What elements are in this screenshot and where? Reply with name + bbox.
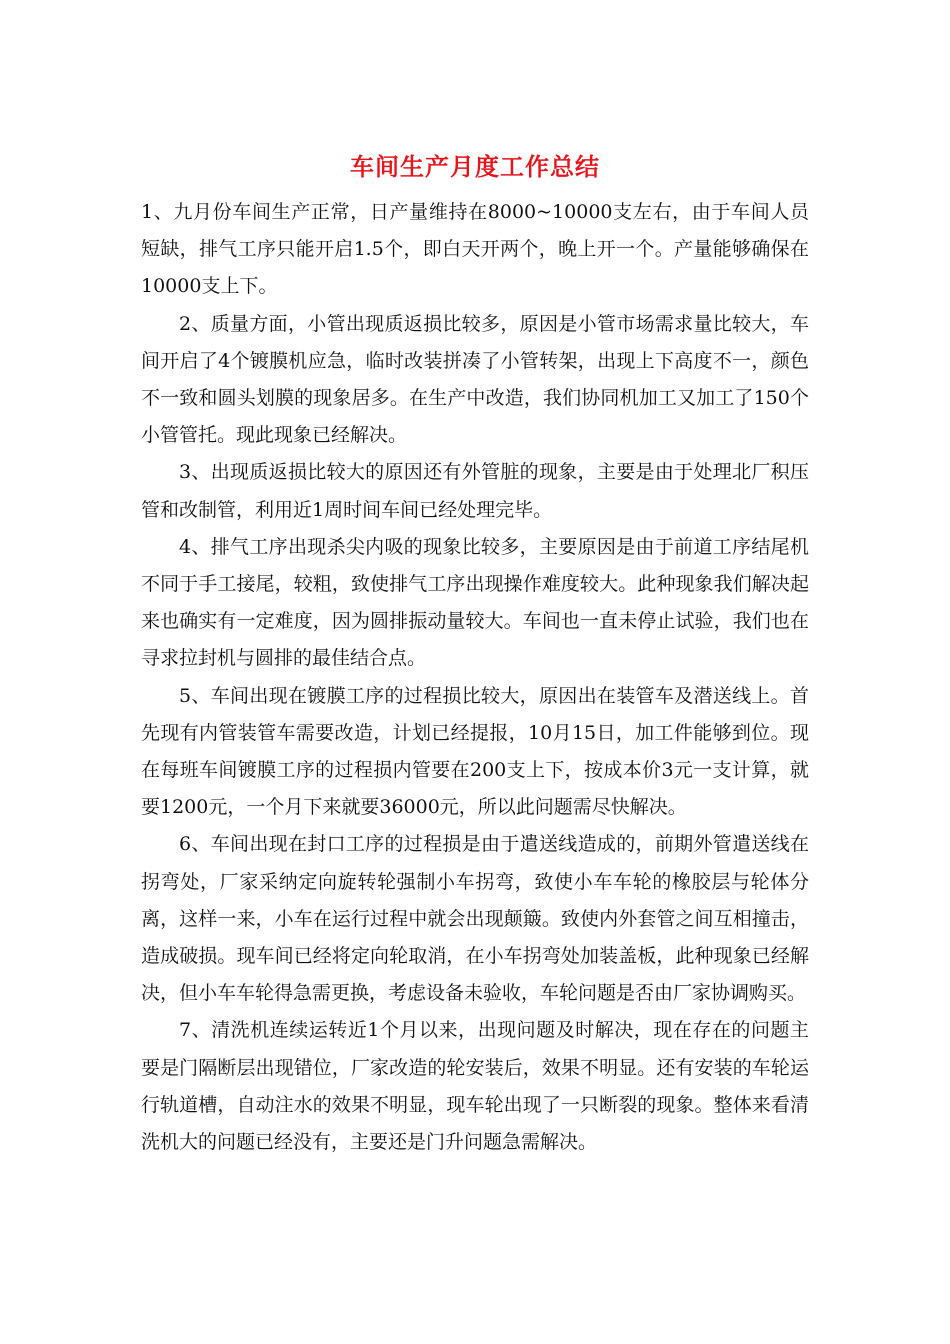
- paragraph-1: 1、九月份车间生产正常，日产量维持在8000~10000支左右，由于车间人员短缺，排气工序只能开启1.5个，即白天开两个，晚上开一个。产量能够确保在10000支上下。: [141, 201, 809, 298]
- paragraph-5: 5、车间出现在镀膜工序的过程损比较大，原因出在装管车及潜送线上。首先现有内管装管车需要改造，计划已经提报，10月15日，加工件能够到位。现在每班车间镀膜工序的过程损内管要在200支上下，按成本价3元一支计算，就要1200元，一个月下来就要36000元，所以此问题需尽快解决。: [141, 684, 809, 819]
- document-title: 车间生产月度工作总结: [350, 152, 600, 181]
- document-body: [141, 194, 809, 1161]
- paragraph-3: 3、出现质返损比较大的原因还有外管脏的现象，主要是由于处理北厂积压管和改制管，利用近1周时间车间已经处理完毕。: [141, 461, 809, 521]
- paragraph-7: 7、清洗机连续运转近1个月以来，出现问题及时解决，现在存在的问题主要是门隔断层出现错位，厂家改造的轮安装后，效果不明显。还有安装的车轮运行轨道槽，自动注水的效果不明显，现车轮出现了一只断裂的现象。整体来看清洗机大的问题已经没有，主要还是门升问题急需解决。: [141, 1019, 809, 1154]
- paragraph-4: 4、排气工序出现杀尖内吸的现象比较多，主要原因是由于前道工序结尾机不同于手工接尾，较粗，致使排气工序出现操作难度较大。此种现象我们解决起来也确实有一定难度，因为圆排振动量较大。车间也一直未停止试验，我们也在寻求拉封机与圆排的最佳结合点。: [141, 535, 809, 670]
- paragraph-2: 2、质量方面，小管出现质返损比较多，原因是小管市场需求量比较大，车间开启了4个镀膜机应急，临时改装拼凑了小管转架，出现上下高度不一，颜色不一致和圆头划膜的现象居多。在生产中改造，我们协同机加工又加工了150个小管管托。现此现象已经解决。: [141, 312, 809, 447]
- paragraph-6: 6、车间出现在封口工序的过程损是由于遣送线造成的，前期外管遣送线在拐弯处，厂家采纳定向旋转轮强制小车拐弯，致使小车车轮的橡胶层与轮体分离，这样一来，小车在运行过程中就会出现颠簸。致使内外套管之间互相撞击，造成破损。现车间已经将定向轮取消，在小车拐弯处加装盖板，此种现象已经解决，但小车车轮得急需更换，考虑设备未验收，车轮问题是否由厂家协调购买。: [141, 833, 809, 1005]
